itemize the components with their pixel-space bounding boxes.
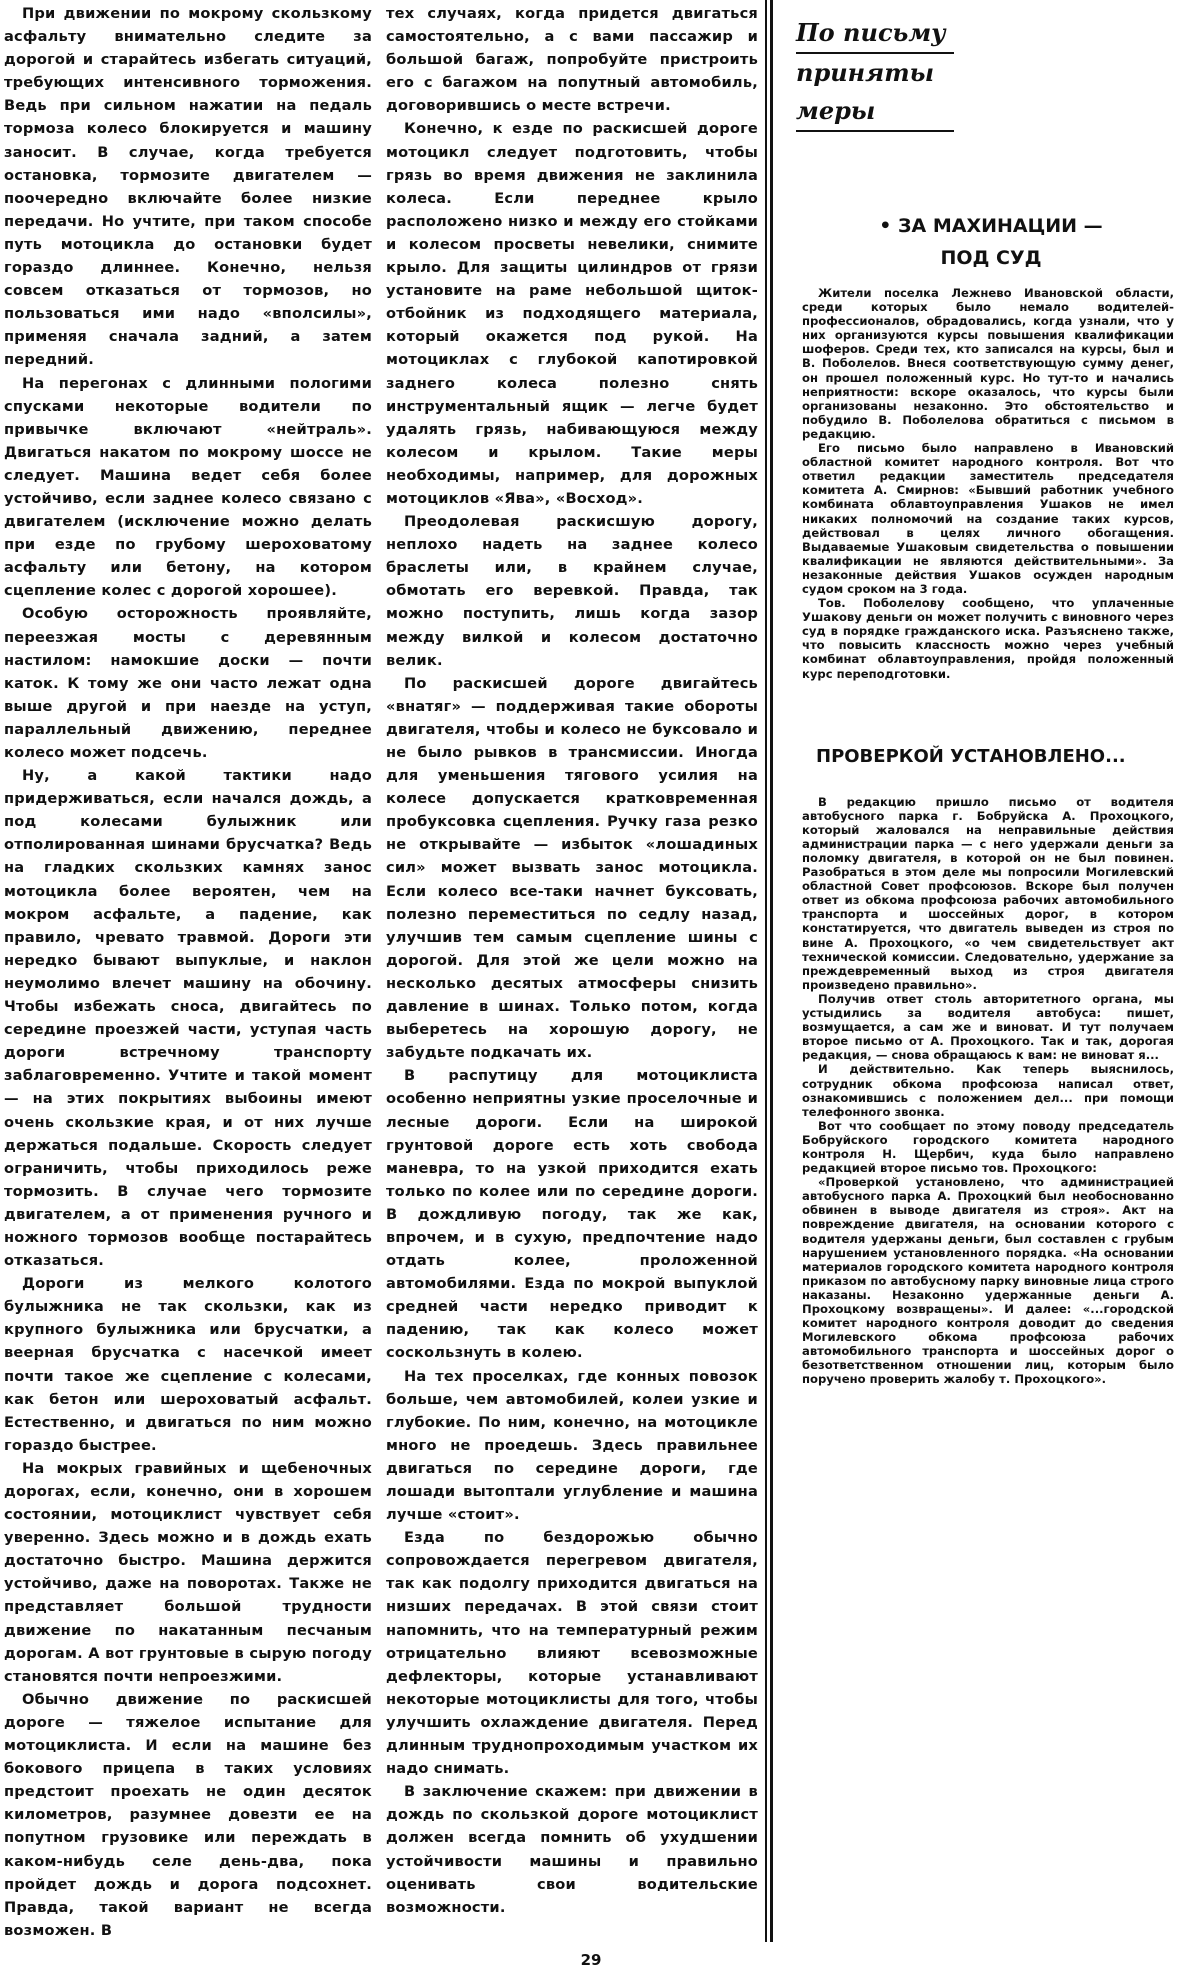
- paragraph: На мокрых гравийных и щебеночных дорогах, если, конечно, они в хорошем состоянии, мотоциклист чувствует себя уверенно. Здесь можно и в дождь ехать достаточно быстро. Машина держится устойчиво, даже на поворотах. Также не представляет большой трудности движение по накатанным песчаным дорогам. А вот грунтовые в сырую погоду становятся почти непроезжими.: [4, 1459, 372, 1685]
- paragraph: На тех проселках, где конных повозок больше, чем автомобилей, колеи узкие и глубокие. По ним, конечно, на мотоцикле много не проедешь. Здесь правильнее двигаться по середине дороги, где лошади вытоптали углубление и машина лучше «стоит».: [386, 1367, 758, 1524]
- paragraph: Вот что сообщает по этому поводу председатель Бобруйского городского комитета народного контроля Н. Щербич, куда было направлено редакцией второе письмо тов. Прохоцкого:: [802, 1118, 1174, 1176]
- paragraph: Дороги из мелкого колотого булыжника не так скользки, как из крупного булыжника или брусчатки, а веерная брусчатка с насечкой имеет почти такое же сцепление с колесами, как бетон или шероховатый асфальт. Естественно, и двигаться по ним можно гораздо быстрее.: [4, 1275, 372, 1454]
- paragraph: Конечно, к езде по раскисшей дороге мотоцикл следует подготовить, чтобы грязь во время движения не заклинила колеса. Если переднее крыло расположено низко и между его стойками и колесом просветы невелики, снимите крыло. Для защиты цилиндров от грязи установите на раме небольшой щиток-отбойник из подходящего материала, который окажется под рукой. На мотоциклах с глубокой капотировкой заднего колеса полезно снять инструментальный ящик — легче будет удалять грязь, набивающуюся между колесом и крылом. Такие меры необходимы, например, для дорожных мотоциклов «Ява», «Восход».: [386, 120, 758, 507]
- rubric-line: По письму: [796, 14, 954, 54]
- paragraph: Обычно движение по раскисшей дороге — тяжелое испытание для мотоциклиста. И если на машине без бокового прицепа в таких условиях предстоит проехать не один десяток километров, разумнее довезти ее на попутном грузовике или переждать в каком-нибудь селе день-два, пока пройдет дождь и дорога подсохнет. Правда, такой вариант не всегда возможен. В: [4, 1690, 372, 1939]
- column-divider-line: [765, 0, 767, 1942]
- rubric-line: приняты меры: [796, 54, 954, 132]
- article-headline: [792, 210, 1190, 274]
- middle-column-text: [386, 0, 758, 1942]
- paragraph: На перегонах с длинными пологими спусками некоторые водители по привычке включают «нейтраль». Двигаться накатом по мокрому шоссе не следует. Машина ведет себя более устойчиво, если заднее колесо связано с двигателем (исключение можно делать при езде по грубому шероховатому асфальту или бетону, на котором сцепление колес с дорогой хорошее).: [4, 374, 372, 600]
- headline-line: • ЗА МАХИНАЦИИ —: [879, 215, 1103, 237]
- paragraph: В распутицу для мотоциклиста особенно неприятны узкие проселочные и лесные дороги. Если на широкой грунтовой дороге есть хоть свобода маневра, то на узкой приходится ехать только по колее или по середине дороги. В дождливую погоду, так же как, впрочем, и в сухую, предпочтение надо отдать колее, проложенной автомобилями. Езда по мокрой выпуклой средней части нередко приводит к падению, так как колесо может соскользнуть в колею.: [386, 1067, 758, 1362]
- page-number: 29: [580, 1950, 602, 1969]
- headline-line: ПОД СУД: [940, 247, 1042, 269]
- paragraph: Получив ответ столь авторитетного органа, мы устыдились за водителя автобуса: пишет, возмущается, а сам же и виноват. И тут получаем второе письмо от А. Прохоцкого. Так и так, дорогая редакция, — снова обращаюсь к вам: не виноват я...: [802, 991, 1174, 1063]
- paragraph: По раскисшей дороге двигайтесь «внатяг» — поддерживая такие обороты двигателя, чтобы и колесо не буксовало и не было рывков в трансмиссии. Иногда для уменьшения тягового усилия на колесе допускается кратковременная пробуксовка сцепления. Ручку газа резко не открывайте — избыток «лошадиных сил» может вызвать занос мотоцикла. Если колесо все-таки начнет буксовать, полезно переместиться по седлу назад, улучшив тем самым сцепление шины с дорогой. Для этой же цели можно на несколько десятых атмосферы снизить давление в шинах. Только потом, когда выберетесь на хорошую дорогу, не забудьте подкачать их.: [386, 674, 758, 1062]
- paragraph: В заключение скажем: при движении в дождь по скользкой дороге мотоциклист должен всегда помнить об ухудшении устойчивости машины и правильно оценивать свои водительские возможности.: [386, 1783, 758, 1916]
- paragraph: Ну, а какой тактики надо придерживаться, если начался дождь, а под колесами булыжник или отполированная шинами брусчатка? Ведь на гладких скользких камнях занос мотоцикла более вероятен, чем на мокром асфальте, а падение, как правило, чревато травмой. Дороги эти нередко бывают выпуклые, и наклон неумолимо влечет машину на обочину. Чтобы избежать сноса, двигайтесь по середине проезжей части, уступая часть дороги встречному транспорту заблаговременно. Учтите и такой момент — на этих покрытиях выбоины имеют очень скользкие края, и от них лучше держаться подальше. Скорость следует ограничить, чтобы приходилось реже тормозить. В случае чего тормозите двигателем, а от применения ручного и ножного тормозов вообще постарайтесь отказаться.: [4, 767, 372, 1270]
- paragraph: «Проверкой установлено, что администрацией автобусного парка А. Прохоцкий был необоснованно обвинен в выводе двигателя из строя». Акт на повреждение двигателя, на основании которого с водителя удержаны деньги, был составлен с грубым нарушением установленного порядка. «На основании материалов городского комитета народного контроля приказом по автобусному парку виновные лица строго наказаны. Незаконно удержанные деньги А. Прохоцкому возвращены». И далее: «...городской комитет народного контроля доводит до сведения Могилевского обкома профсоюза рабочих автомобильного транспорта и шоссейных дорог о безответственном отношении лиц, которым было поручено проверить жалобу т. Прохоцкого».: [802, 1175, 1174, 1387]
- paragraph: Особую осторожность проявляйте, переезжая мосты с деревянным настилом: намокшие доски — почти каток. К тому же они часто лежат одна выше другой и при наезде на уступ, параллельный движению, переднее колесо может подсечь.: [4, 605, 372, 761]
- paragraph: тех случаях, когда придется двигаться самостоятельно, а с вами пассажир и большой багаж, попробуйте пристроить его с багажом на попутный автомобиль, договорившись о месте встречи.: [386, 5, 758, 115]
- article-body: [802, 286, 1174, 681]
- paragraph: При движении по мокрому скользкому асфальту внимательно следите за дорогой и старайтесь избегать ситуаций, требующих интенсивного торможения. Ведь при сильном нажатии на педаль тормоза колесо блокируется и машину заносит. В случае, когда требуется остановка, тормозите двигателем — поочередно включайте более низкие передачи. Но учтите, при таком способе путь мотоцикла до остановки будет гораздо длиннее. Конечно, нельзя совсем отказаться от тормозов, но пользоваться ими надо «вполсилы», применяя сначала задний, а затем передний.: [4, 5, 372, 369]
- paragraph: Его письмо было направлено в Ивановский областной комитет народного контроля. Вот что ответил редакции заместитель председателя комитета А. Смирнов: «Бывший работник учебного комбината облавтоуправления Ушаков не имел никаких полномочий на создание таких курсов, действовал в целях личного обогащения. Выдаваемые Ушаковым свидетельства о повышении квалификации не являются действительными». За незаконные действия Ушаков осужден народным судом сроком на 3 года.: [802, 441, 1174, 596]
- column-divider-line: [770, 0, 773, 1942]
- paragraph: Преодолевая раскисшую дорогу, неплохо надеть на заднее колесо браслеты или, в крайнем случае, обмотать его веревкой. Правда, так можно поступить, лишь когда зазор между вилкой и колесом достаточно велик.: [386, 513, 758, 669]
- article-headline: ПРОВЕРКОЙ УСТАНОВЛЕНО...: [816, 745, 1126, 767]
- paragraph: Жители поселка Лежнево Ивановской области, среди которых было немало водителей-профессионалов, обрадовались, когда узнали, что у них организуются курсы повышения квалификации шоферов. Среди тех, кто записался на курсы, был и В. Поболелов. Внеся соответствующую сумму денег, он прошел положенный курс. Но тут-то и начались неприятности: вскоре оказалось, что курсы были организованы незаконно. Это обстоятельство и побудило В. Поболелова обратиться с письмом в редакцию.: [802, 286, 1174, 441]
- left-column-text: [4, 0, 372, 1942]
- paragraph: В редакцию пришло письмо от водителя автобусного парка г. Бобруйска А. Прохоцкого, который жаловался на неправильные действия администрации парка — с него удержали деньги за поломку двигателя, в которой он не был повинен. Разобраться в этом деле мы попросили Могилевский областной Совет профсоюзов. Вскоре был получен ответ из обкома профсоюза рабочих автомобильного транспорта и шоссейных дорог, в котором констатируется, что двигатель выведен из строя по вине А. Прохоцкого, «о чем свидетельствует акт технической комиссии. Следовательно, удержание за преждевременный выход из строя двигателя произведено правильно».: [802, 794, 1174, 992]
- paragraph: Езда по бездорожью обычно сопровождается перегревом двигателя, так как подолгу приходится двигаться на низших передачах. В этой связи стоит напомнить, что на температурный режим отрицательно влияют всевозможные дефлекторы, которые устанавливают некоторые мотоциклисты для того, чтобы улучшить охлаждение двигателя. Перед длинным труднопроходимым участком их надо снимать.: [386, 1529, 758, 1778]
- rubric: [796, 14, 954, 132]
- article-body: [802, 795, 1174, 1387]
- right-column: [792, 0, 1190, 1942]
- column-divider: [765, 0, 773, 1942]
- paragraph: И действительно. Как теперь выяснилось, сотрудник обкома профсоюза написал ответ, ознакомившись с положением дел... при помощи телефонного звонка.: [802, 1062, 1174, 1119]
- paragraph: Тов. Поболелову сообщено, что уплаченные Ушакову деньги он может получить с виновного через суд в порядке гражданского иска. Разъяснено также, что повысить классность можно через учебный комбинат облавтоуправления, пройдя положенный курс переподготовки.: [802, 596, 1174, 681]
